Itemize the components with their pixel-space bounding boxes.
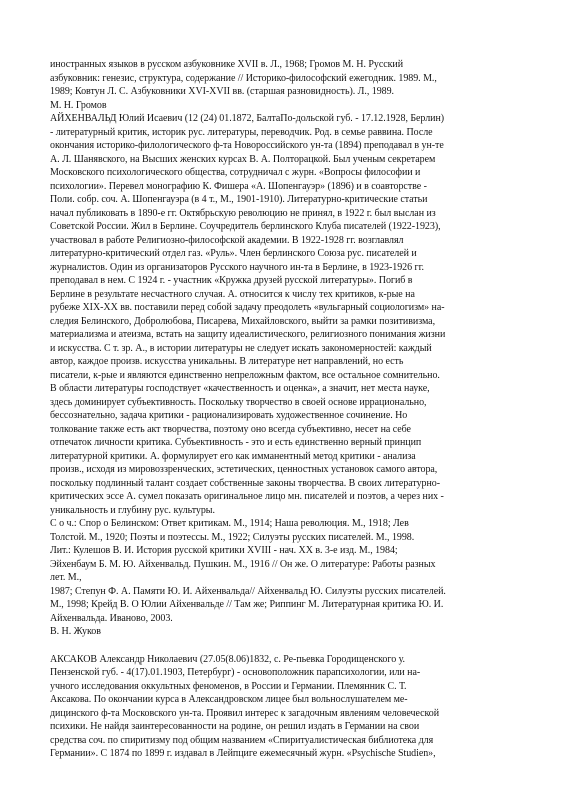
text-line: дицинского ф-та Московского ун-та. Проявил интерес к загадочным явлениям человеческой	[50, 707, 440, 719]
text-line: литературно-критический отдел газ. «Руль». Член берлинского Союза рус. писателей и	[50, 248, 417, 259]
text-line: А. Л. Шанявского, на Высших женских курсах В. А. Полторацкой. Был ученым секретарем	[50, 153, 436, 165]
text-line: психики. Не найдя заинтересованности на родине, он решил издать в Германии на свои	[50, 721, 420, 732]
entry-divider-space	[50, 639, 529, 653]
text-line: В области литературы господствует «качественность и оценка», а значит, нет места науке,	[50, 383, 430, 394]
text-line: участвовал в работе Религиозно-философской академии. В 1922-1928 гг. возглавлял	[50, 234, 404, 246]
text-line: АЙХЕНВАЛЬД Юлий Исаевич (12 (24) 01.1872, БалтаПо-дольской губ. - 17.12.1928, Берлин)	[50, 113, 445, 124]
text-line: окончания историко-филологического ф-та Новороссийского ун-та (1894) преподавал в ун-те	[50, 140, 444, 151]
text-line: критических эссе А. сумел показать оригинальное лицо мн. писателей и поэтов, а через них -	[50, 491, 444, 502]
text-line: 1989; Ковтун Л. С. Азбуковники XVI-XVII вв. (старшая разновидность). Л., 1989.	[50, 86, 395, 97]
entry-author-signature: М. Н. Громов	[50, 99, 107, 111]
text-line: писатели, к-рые и являются единственно непреложным фактом, все остальное сомнительно.	[50, 369, 440, 381]
text-line: Советской России. Жил в Берлине. Соучредитель берлинского Клуба писателей (1922-1923),	[50, 221, 441, 232]
text-line: бессознательно, задача критики - рационализировать художественное сочинение. Но	[50, 410, 408, 421]
text-line: журналистов. Один из организаторов Русского научного ин-та в Берлине, в 1923-1926 гг.	[50, 261, 424, 273]
text-line: 1987; Степун Ф. А. Памяти Ю. И. Айхенвальда// Айхенвальд Ю. Силуэты русских писателей.	[50, 585, 446, 597]
text-line: уникальность и глубину рус. культуры.	[50, 504, 215, 516]
text-line: Германии». С 1874 по 1899 г. издавал в Лейпциге ежемесячный журн. «Psychische Studien»,	[50, 748, 436, 759]
text-line: Берлине в результате несчастного случая. А. относится к числу тех критиков, к-рые на	[50, 288, 415, 300]
entry-block-continuation	[50, 58, 529, 99]
text-line: азбуковник: генезис, структура, содержание // Историко-философский ежегодник. 1989. М.,	[50, 72, 437, 84]
text-line: Айхенвальда. Иваново, 2003.	[50, 612, 173, 624]
text-line: автор, каждое произв. искусства уникальны. В литературе нет направлений, но есть	[50, 356, 404, 367]
text-line: следия Белинского, Добролюбова, Писарева, Михайловского, выйти за рамки позитивизма,	[50, 315, 436, 327]
text-line: преподавал в нем. С 1924 г. - участник «Кружка друзей русской литературы». Погиб в	[50, 275, 413, 286]
text-line: Эйхенбаум Б. М. Ю. Айхенвальд. Пушкин. М., 1916 // Он же. О литературе: Работы разных	[50, 558, 436, 570]
text-line: психологии». Перевел монографию К. Фишера «А. Шопенгауэр» (1896) и в соавторстве -	[50, 180, 427, 192]
text-line: рубеже XIX-XX вв. поставили перед собой задачу преодолеть «вульгарный социологизм» на-	[50, 302, 445, 313]
text-line: толкование также есть акт творчества, поэтому оно всегда субъективно, несет на себе	[50, 423, 411, 435]
text-line: поскольку подлинный талант создает собственные законы творчества. В своих литературно-	[50, 477, 441, 489]
text-line: М., 1998; Крейд В. О Юлии Айхенвальде // Там же; Риппинг М. Литературная критика Ю. И.	[50, 599, 444, 610]
text-line: материализма и атеизма, встать на защиту идеалистического, религиозного понимания жизни	[50, 329, 446, 340]
text-line: отпечаток личности критика. Субъективность - это и есть единственно верный принцип	[50, 437, 422, 448]
entry-block-aikhenvald	[50, 112, 529, 625]
text-line: Аксакова. По окончании курса в Александровском лицее был вольнослушателем ме-	[50, 694, 408, 705]
text-line: Лит.: Кулешов В. И. История русской критики XVIII - нач. XX в. 3-е изд. М., 1984;	[50, 545, 398, 556]
text-line: Пензенской губ. - 4(17).01.1903, Петербург) - основоположник парапсихологии, или на-	[50, 667, 421, 678]
text-line: - литературный критик, историк рус. литературы, переводчик. Род. в семье раввина. После	[50, 126, 433, 138]
text-line: лет. М.,	[50, 572, 82, 583]
text-line: начал публиковать в 1890-е гг. Октябрьскую революцию не принял, в 1922 г. был выслан из	[50, 207, 436, 219]
text-line: и искусства. С т. зр. А., в истории литературы не следует искать закономерностей: каждый	[50, 342, 432, 354]
text-line: учного исследования оккультных феноменов, в России и Германии. Племянник С. Т.	[50, 680, 407, 692]
text-line: иностранных языков в русском азбуковнике XVII в. Л., 1968; Громов М. Н. Русский	[50, 59, 404, 70]
text-line: средства соч. по спиритизму под общим названием «Спиритуалистическая библиотека для	[50, 734, 434, 746]
text-line: С о ч.: Спор о Белинском: Ответ критикам. М., 1914; Наша революция. М., 1918; Лев	[50, 518, 409, 529]
text-line: АКСАКОВ Александр Николаевич (27.05(8.06)1832, с. Ре-пьевка Городищенского у.	[50, 653, 405, 665]
text-line: здесь доминирует субъективность. Поскольку творчество в своей основе иррационально,	[50, 396, 427, 408]
text-line: Толстой. М., 1920; Поэты и поэтессы. М., 1922; Силуэты русских писателей. М., 1998.	[50, 531, 415, 543]
text-line: Московского психологического общества, сотрудничал с журн. «Вопросы философии и	[50, 167, 421, 178]
entry-block-aksakov	[50, 653, 529, 761]
text-line: литературной критики. А. формулирует его как имманентный метод критики - анализа	[50, 450, 416, 462]
text-line: Поли. собр. соч. А. Шопенгауэра (в 4 т., М., 1901-1910). Литературно-критические статьи	[50, 194, 428, 205]
text-line: произв., исходя из мировоззренческих, эстетических, ценностных установок самого автора,	[50, 464, 438, 475]
entry-author-signature: В. Н. Жуков	[50, 626, 101, 637]
